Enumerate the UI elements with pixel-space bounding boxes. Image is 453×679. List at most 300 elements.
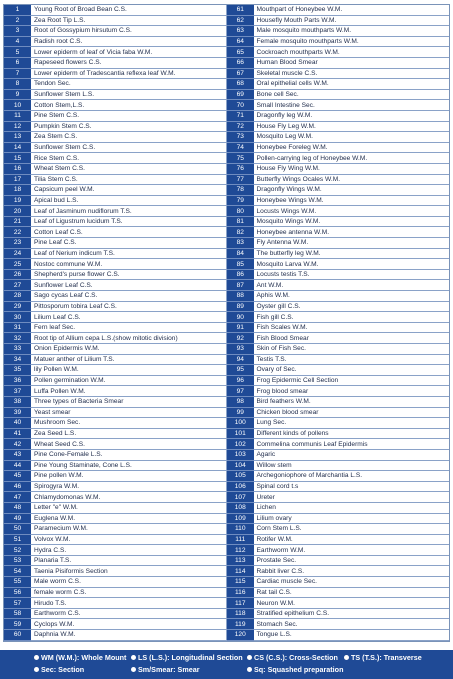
specimen-name: Spinal cord t.s: [254, 481, 450, 492]
table-row: [4, 344, 449, 355]
table-row: [4, 142, 449, 153]
table-row: [4, 333, 449, 344]
table-row: [4, 47, 449, 58]
specimen-name: Spirogyra W.M.: [31, 481, 227, 492]
specimen-name: Lower epiderm of Tradescantia reflexa leaf W.M.: [31, 68, 227, 79]
specimen-name: Skeletal muscle C.S.: [254, 68, 450, 79]
specimen-number: 32: [4, 333, 31, 344]
specimen-name: Leaf of Ligustrum lucidum T.S.: [31, 216, 227, 227]
specimen-number: 77: [227, 174, 254, 185]
specimen-name: Human Blood Smear: [254, 57, 450, 68]
legend-item-sec: [34, 665, 84, 675]
specimen-name: Tendon Sec.: [31, 79, 227, 90]
specimen-number: 53: [4, 555, 31, 566]
specimen-number: 16: [4, 163, 31, 174]
specimen-number: 43: [4, 449, 31, 460]
specimen-number: 71: [227, 110, 254, 121]
specimen-name: Leaf of Jasminum nudiflorum T.S.: [31, 206, 227, 217]
table-row: [4, 524, 449, 535]
table-row: [4, 566, 449, 577]
specimen-name: Dragonfly Wings W.M.: [254, 185, 450, 196]
specimen-number: 35: [4, 365, 31, 376]
specimen-number: 33: [4, 344, 31, 355]
table-row: [4, 598, 449, 609]
specimen-number: 30: [4, 312, 31, 323]
specimen-number: 89: [227, 301, 254, 312]
specimen-name: Bone cell Sec.: [254, 89, 450, 100]
table-row: [4, 100, 449, 111]
specimen-name: Euglena W.M.: [31, 513, 227, 524]
specimen-number: 114: [227, 566, 254, 577]
specimen-name: Cotton Stem,L.S.: [31, 100, 227, 111]
specimen-name: Wheat Seed C.S.: [31, 439, 227, 450]
specimen-name: Stomach Sec.: [254, 619, 450, 630]
specimen-number: 78: [227, 185, 254, 196]
specimen-name: Mosquito Larva W.M.: [254, 259, 450, 270]
specimen-number: 69: [227, 89, 254, 100]
table-row: [4, 534, 449, 545]
specimen-number: 98: [227, 396, 254, 407]
table-row: [4, 163, 449, 174]
specimen-name: Ureter: [254, 492, 450, 503]
specimen-list-sheet: [3, 4, 450, 642]
specimen-name: Cyclops W.M.: [31, 619, 227, 630]
specimen-name: Leaf of Nerium indicum T.S.: [31, 248, 227, 259]
specimen-number: 94: [227, 354, 254, 365]
legend-wm-text: WM (W.M.): Whole Mount: [41, 653, 127, 662]
specimen-name: Zea Seed L.S.: [31, 428, 227, 439]
table-row: [4, 608, 449, 619]
specimen-number: 38: [4, 396, 31, 407]
specimen-number: 100: [227, 418, 254, 429]
specimen-number: 1: [4, 5, 31, 15]
table-row: [4, 248, 449, 259]
table-row: [4, 312, 449, 323]
specimen-name: Onion Epidermis W.M.: [31, 344, 227, 355]
specimen-name: Rabbit liver C.S.: [254, 566, 450, 577]
specimen-number: 39: [4, 407, 31, 418]
table-row: [4, 502, 449, 513]
specimen-name: Fly Antenna W.M.: [254, 238, 450, 249]
specimen-number: 57: [4, 598, 31, 609]
specimen-number: 68: [227, 79, 254, 90]
legend-cs-text: CS (C.S.): Cross-Section: [254, 653, 338, 662]
specimen-name: Sunflower Stem L.S.: [31, 89, 227, 100]
specimen-name: Locusts Wings W.M.: [254, 206, 450, 217]
specimen-number: 67: [227, 68, 254, 79]
specimen-table: [4, 5, 449, 641]
specimen-name: Male worm C.S.: [31, 577, 227, 588]
specimen-number: 20: [4, 206, 31, 217]
specimen-number: 101: [227, 428, 254, 439]
specimen-number: 40: [4, 418, 31, 429]
specimen-number: 110: [227, 524, 254, 535]
specimen-name: Earthworm C.S.: [31, 608, 227, 619]
specimen-number: 111: [227, 534, 254, 545]
specimen-name: Pine Stem C.S.: [31, 110, 227, 121]
specimen-name: Young Root of Broad Bean C.S.: [31, 5, 227, 15]
table-row: [4, 630, 449, 641]
specimen-number: 113: [227, 555, 254, 566]
specimen-name: Sunflower Leaf C.S.: [31, 280, 227, 291]
legend-sec-text: Sec: Section: [41, 665, 85, 674]
specimen-name: Rat tail C.S.: [254, 587, 450, 598]
specimen-name: Mosquito Wings W.M.: [254, 216, 450, 227]
specimen-name: Butterfly Wings Ocales W.M.: [254, 174, 450, 185]
specimen-name: Pine Young Staminate, Cone L.S.: [31, 460, 227, 471]
specimen-number: 12: [4, 121, 31, 132]
specimen-name: Mosquito Leg W.M.: [254, 132, 450, 143]
specimen-name: Pollen germination W.M.: [31, 375, 227, 386]
table-row: [4, 174, 449, 185]
specimen-number: 70: [227, 100, 254, 111]
specimen-name: Frog blood smear: [254, 386, 450, 397]
table-row: [4, 227, 449, 238]
specimen-name: Capsicum peel W.M.: [31, 185, 227, 196]
specimen-number: 4: [4, 36, 31, 47]
specimen-name: Oyster gill C.S.: [254, 301, 450, 312]
specimen-number: 117: [227, 598, 254, 609]
specimen-name: Taenia Pisiformis Section: [31, 566, 227, 577]
specimen-name: Letter "e" W.M.: [31, 502, 227, 513]
specimen-name: female worm C.S.: [31, 587, 227, 598]
specimen-name: Mouthpart of Honeybee W.M.: [254, 5, 450, 15]
specimen-name: Rotifer W.M.: [254, 534, 450, 545]
specimen-number: 65: [227, 47, 254, 58]
specimen-number: 44: [4, 460, 31, 471]
legend-item-cs: [247, 653, 338, 663]
specimen-name: Ovary of Sec.: [254, 365, 450, 376]
specimen-name: Honeybee Foreleg W.M.: [254, 142, 450, 153]
specimen-name: Aphis W.M.: [254, 291, 450, 302]
table-row: [4, 460, 449, 471]
specimen-name: The butterfly leg W.M.: [254, 248, 450, 259]
specimen-number: 7: [4, 68, 31, 79]
specimen-name: Yeast smear: [31, 407, 227, 418]
legend-item-ts: [344, 653, 422, 663]
specimen-number: 31: [4, 322, 31, 333]
specimen-number: 75: [227, 153, 254, 164]
specimen-number: 10: [4, 100, 31, 111]
table-row: [4, 36, 449, 47]
specimen-name: Rapeseed flowers C.S.: [31, 57, 227, 68]
specimen-number: 87: [227, 280, 254, 291]
bullet-icon: [131, 667, 136, 672]
specimen-number: 105: [227, 471, 254, 482]
specimen-name: Volvox W.M.: [31, 534, 227, 545]
specimen-number: 42: [4, 439, 31, 450]
specimen-number: 28: [4, 291, 31, 302]
legend-sq-text: Sq: Squashed preparation: [254, 665, 344, 674]
specimen-table-body: [4, 5, 449, 640]
specimen-name: Root of Gossypium hirsutum C.S.: [31, 26, 227, 37]
table-row: [4, 89, 449, 100]
specimen-name: Honeybee antenna W.M.: [254, 227, 450, 238]
table-row: [4, 132, 449, 143]
table-row: [4, 577, 449, 588]
specimen-number: 19: [4, 195, 31, 206]
table-row: [4, 110, 449, 121]
specimen-number: 46: [4, 481, 31, 492]
table-row: [4, 619, 449, 630]
legend-ls-text: LS (L.S.): Longitudinal Section: [138, 653, 243, 662]
specimen-number: 88: [227, 291, 254, 302]
specimen-number: 27: [4, 280, 31, 291]
specimen-number: 21: [4, 216, 31, 227]
table-row: [4, 269, 449, 280]
specimen-name: Skin of Fish Sec.: [254, 344, 450, 355]
table-row: [4, 206, 449, 217]
specimen-name: Cockroach mouthparts W.M.: [254, 47, 450, 58]
specimen-number: 6: [4, 57, 31, 68]
specimen-name: Lower epiderm of leaf of Vicia faba W.M.: [31, 47, 227, 58]
specimen-number: 34: [4, 354, 31, 365]
specimen-name: Tilia Stem C.S.: [31, 174, 227, 185]
table-row: [4, 471, 449, 482]
specimen-number: 76: [227, 163, 254, 174]
specimen-number: 109: [227, 513, 254, 524]
specimen-number: 22: [4, 227, 31, 238]
specimen-name: Commelina communis Leaf Epidermis: [254, 439, 450, 450]
specimen-name: Pollen-carrying leg of Honeybee W.M.: [254, 153, 450, 164]
specimen-name: Lung Sec.: [254, 418, 450, 429]
specimen-name: Male mosquito mouthparts W.M.: [254, 26, 450, 37]
table-row: [4, 5, 449, 15]
specimen-name: Bird feathers W.M.: [254, 396, 450, 407]
specimen-number: 29: [4, 301, 31, 312]
specimen-number: 92: [227, 333, 254, 344]
specimen-name: Cardiac muscle Sec.: [254, 577, 450, 588]
specimen-number: 66: [227, 57, 254, 68]
specimen-number: 80: [227, 206, 254, 217]
table-row: [4, 492, 449, 503]
legend-sm-text: Sm/Smear: Smear: [138, 665, 200, 674]
specimen-number: 64: [227, 36, 254, 47]
table-row: [4, 26, 449, 37]
table-row: [4, 407, 449, 418]
specimen-number: 73: [227, 132, 254, 143]
specimen-name: Matuer anther of Lilium T.S.: [31, 354, 227, 365]
specimen-number: 56: [4, 587, 31, 598]
specimen-number: 86: [227, 269, 254, 280]
specimen-number: 118: [227, 608, 254, 619]
table-row: [4, 481, 449, 492]
table-row: [4, 121, 449, 132]
specimen-name: Sunflower Stem C.S.: [31, 142, 227, 153]
specimen-number: 25: [4, 259, 31, 270]
table-row: [4, 216, 449, 227]
specimen-name: Three types of Bacteria Smear: [31, 396, 227, 407]
table-row: [4, 375, 449, 386]
specimen-name: Lichen: [254, 502, 450, 513]
specimen-number: 2: [4, 15, 31, 26]
bullet-icon: [344, 655, 349, 660]
specimen-number: 119: [227, 619, 254, 630]
bullet-icon: [131, 655, 136, 660]
specimen-number: 54: [4, 566, 31, 577]
specimen-number: 45: [4, 471, 31, 482]
table-row: [4, 428, 449, 439]
specimen-number: 15: [4, 153, 31, 164]
table-row: [4, 587, 449, 598]
specimen-name: Zea Stem C.S.: [31, 132, 227, 143]
table-row: [4, 449, 449, 460]
specimen-name: Shepherd's purse flower C.S.: [31, 269, 227, 280]
specimen-name: Zea Root Tip L.S.: [31, 15, 227, 26]
specimen-name: Tongue L.S.: [254, 630, 450, 641]
specimen-number: 24: [4, 248, 31, 259]
table-row: [4, 545, 449, 556]
specimen-name: Radish root C.S.: [31, 36, 227, 47]
specimen-name: Fish gill C.S.: [254, 312, 450, 323]
specimen-number: 82: [227, 227, 254, 238]
specimen-number: 72: [227, 121, 254, 132]
specimen-number: 79: [227, 195, 254, 206]
specimen-number: 106: [227, 481, 254, 492]
specimen-name: Pine pollen W.M.: [31, 471, 227, 482]
specimen-number: 5: [4, 47, 31, 58]
specimen-number: 99: [227, 407, 254, 418]
table-row: [4, 301, 449, 312]
specimen-name: Nostoc commune W.M.: [31, 259, 227, 270]
specimen-number: 37: [4, 386, 31, 397]
table-row: [4, 15, 449, 26]
specimen-number: 14: [4, 142, 31, 153]
table-row: [4, 365, 449, 376]
specimen-name: Neuron W.M.: [254, 598, 450, 609]
specimen-number: 41: [4, 428, 31, 439]
specimen-number: 11: [4, 110, 31, 121]
bullet-icon: [34, 667, 39, 672]
specimen-name: Hydra C.S.: [31, 545, 227, 556]
specimen-name: lily Pollen W.M.: [31, 365, 227, 376]
bullet-icon: [247, 655, 252, 660]
specimen-name: Housefly Mouth Parts W.M.: [254, 15, 450, 26]
specimen-number: 120: [227, 630, 254, 641]
specimen-name: Pumpkin Stem C.S.: [31, 121, 227, 132]
specimen-name: Pine Leaf C.S.: [31, 238, 227, 249]
specimen-number: 112: [227, 545, 254, 556]
specimen-number: 47: [4, 492, 31, 503]
specimen-number: 8: [4, 79, 31, 90]
specimen-number: 50: [4, 524, 31, 535]
table-row: [4, 322, 449, 333]
legend-item-wm: [34, 653, 126, 663]
specimen-name: Corn Stem L.S.: [254, 524, 450, 535]
specimen-number: 104: [227, 460, 254, 471]
table-row: [4, 439, 449, 450]
specimen-number: 63: [227, 26, 254, 37]
table-row: [4, 57, 449, 68]
specimen-name: Locusts testis T.S.: [254, 269, 450, 280]
specimen-number: 23: [4, 238, 31, 249]
specimen-name: Apical bud L.S.: [31, 195, 227, 206]
specimen-number: 103: [227, 449, 254, 460]
specimen-name: Stratified epithelium C.S.: [254, 608, 450, 619]
specimen-name: House Fly Leg W.M.: [254, 121, 450, 132]
specimen-number: 36: [4, 375, 31, 386]
specimen-name: Small Intestine Sec.: [254, 100, 450, 111]
specimen-number: 107: [227, 492, 254, 503]
specimen-number: 49: [4, 513, 31, 524]
specimen-name: Pittosporum tobira Leaf C.S.: [31, 301, 227, 312]
specimen-number: 61: [227, 5, 254, 15]
specimen-name: Lilium Leaf C.S.: [31, 312, 227, 323]
specimen-name: Earthworm W.M.: [254, 545, 450, 556]
specimen-number: 58: [4, 608, 31, 619]
specimen-name: Sago cycas Leaf C.S.: [31, 291, 227, 302]
specimen-number: 96: [227, 375, 254, 386]
specimen-name: Luffa Pollen W.M.: [31, 386, 227, 397]
specimen-name: Hirudo T.S.: [31, 598, 227, 609]
specimen-name: Daphnia W.M.: [31, 630, 227, 641]
specimen-name: Pine Cone-Female L.S.: [31, 449, 227, 460]
specimen-name: Paramecium W.M.: [31, 524, 227, 535]
specimen-number: 9: [4, 89, 31, 100]
specimen-number: 102: [227, 439, 254, 450]
specimen-name: Lilium ovary: [254, 513, 450, 524]
specimen-name: Archegoniophore of Marchantia L.S.: [254, 471, 450, 482]
table-row: [4, 291, 449, 302]
specimen-number: 3: [4, 26, 31, 37]
specimen-name: Female mosquito mouthparts W.M.: [254, 36, 450, 47]
table-row: [4, 513, 449, 524]
specimen-name: Testis T.S.: [254, 354, 450, 365]
specimen-name: Fish Scales W.M.: [254, 322, 450, 333]
specimen-name: Cotton Leaf C.S.: [31, 227, 227, 238]
specimen-number: 90: [227, 312, 254, 323]
specimen-number: 26: [4, 269, 31, 280]
specimen-number: 84: [227, 248, 254, 259]
table-row: [4, 153, 449, 164]
table-row: [4, 418, 449, 429]
legend-item-sm: [131, 665, 200, 675]
legend-item-sq: [247, 665, 343, 675]
bullet-icon: [34, 655, 39, 660]
specimen-name: Chlamydomonas W.M.: [31, 492, 227, 503]
table-row: [4, 185, 449, 196]
table-row: [4, 259, 449, 270]
legend-ts-text: TS (T.S.): Transverse: [351, 653, 422, 662]
specimen-number: 52: [4, 545, 31, 556]
specimen-number: 59: [4, 619, 31, 630]
specimen-name: Fern leaf Sec.: [31, 322, 227, 333]
specimen-name: Oral epithelial cells W.M.: [254, 79, 450, 90]
specimen-number: 51: [4, 534, 31, 545]
specimen-number: 116: [227, 587, 254, 598]
specimen-name: Honeybee Wings W.M.: [254, 195, 450, 206]
specimen-name: Planaria T.S.: [31, 555, 227, 566]
specimen-number: 18: [4, 185, 31, 196]
legend-item-ls: [131, 653, 243, 663]
specimen-number: 95: [227, 365, 254, 376]
table-row: [4, 386, 449, 397]
specimen-number: 115: [227, 577, 254, 588]
table-row: [4, 68, 449, 79]
specimen-number: 62: [227, 15, 254, 26]
table-row: [4, 238, 449, 249]
specimen-name: Prostate Sec.: [254, 555, 450, 566]
specimen-name: Ant W.M.: [254, 280, 450, 291]
specimen-number: 55: [4, 577, 31, 588]
specimen-name: Frog Epidermic Cell Section: [254, 375, 450, 386]
table-row: [4, 280, 449, 291]
specimen-number: 74: [227, 142, 254, 153]
specimen-name: Different kinds of pollens: [254, 428, 450, 439]
specimen-number: 60: [4, 630, 31, 641]
specimen-name: Root tip of Allium cepa L.S.(show mitotic division): [31, 333, 227, 344]
specimen-number: 91: [227, 322, 254, 333]
